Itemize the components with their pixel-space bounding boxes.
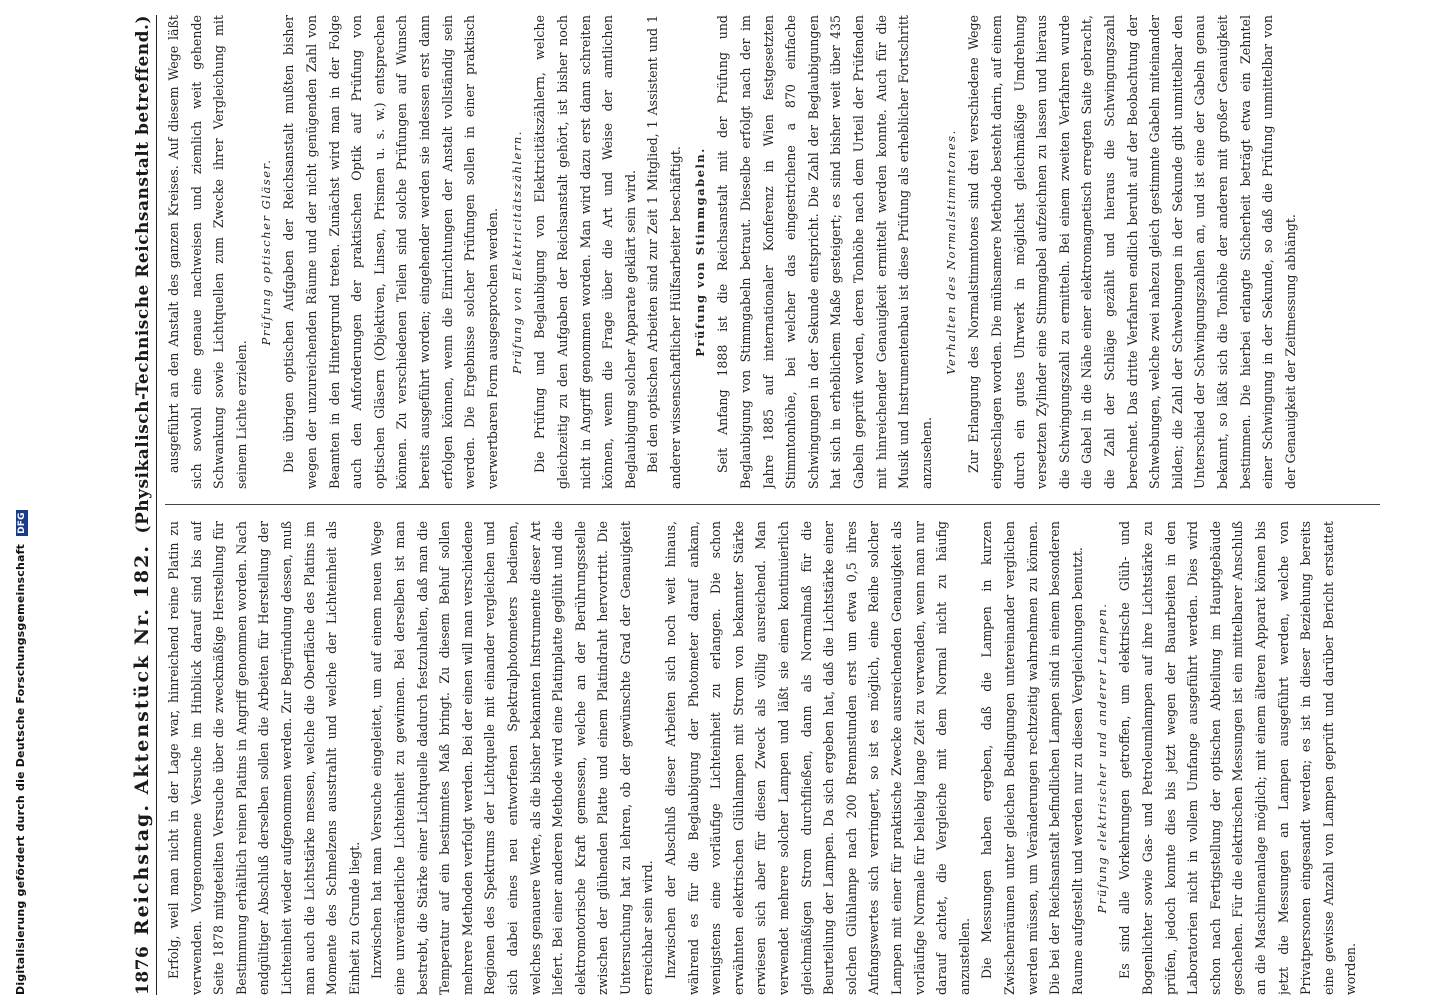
page-number: 1876 <box>133 945 153 995</box>
text-columns <box>163 15 1388 995</box>
section-heading: Prüfung elektrischer und anderer Lampen. <box>1095 602 1110 914</box>
credit-text: Digitalisierung gefördert durch die Deutsche Forschungsgemeinschaft <box>14 543 27 995</box>
paragraph: Erfolg, weil man nicht in der Lage war, hinreichend reine Platin zu verwenden. Vorgenommene Versuche im Hinblick darauf sind bis auf Seite 1878 mitgeteilten Versuche über die zweckmäßige Herstellung für Bestimmung erhältlich reinen Platins in Angriff genommen worden. Nach endgültiger Abschluß derselben sollen die Arbeiten für Herstellung der Lichteinheit wieder aufgenommen werden. Zur Begründung dessen, muß man auch die Lichtstärke messen, welche die Oberfläche des Platins im Momente des Schmelzens ausstrahlt und welche der Lichteinheit als Einheit zu Grunde liegt. <box>166 521 362 995</box>
paragraph: Die Prüfung und Beglaubigung von Elektricitätszählern, welche gleichzeitig zu den Aufgaben der Reichsanstalt gehört, ist bisher noch nicht in Angriff genommen worden. Man wird dazu erst dann schreiten können, wenn die Frage über die Art und Weise der amtlichen Beglaubigung solcher Apparate geklärt sein wird. <box>532 15 638 489</box>
digitization-credit <box>2 40 27 995</box>
paragraph: Die übrigen optischen Aufgaben der Reichsanstalt mußten bisher wegen der unzureichenden Räume und der nicht genügenden Zahl von Beamten in den Hintergrund treten. Zunächst wird man in der Folge auch den Anforderungen der praktischen Optik auf Prüfung von optischen Gläsern (Objektiven, Linsen, Prismen u. s. w.) entsprechen können. Zu verschiedenen Teilen sind solche Prüfungen auf Wunsch bereits ausgeführt worden; eingehender werden sie indessen erst dann erfolgen können, wenn die Einrichtungen der Anstalt vollständig sein werden. Die Ergebnisse solcher Prüfungen sollen in einer praktisch verwertbaren Form ausgesprochen werden. <box>281 15 500 489</box>
section-title: (Physikalisch-Technische Reichsanstalt betreffend.) <box>133 15 153 534</box>
section-heading: Prüfung von Stimmgabeln. <box>693 147 708 357</box>
page-header <box>123 15 157 995</box>
paragraph: Seit Anfang 1888 ist die Reichsanstalt mit der Prüfung und Beglaubigung von Stimmgabeln betraut. Dieselbe erfolgt nach der im Jahre 1885 auf internationaler Konferenz in Wien festgesetzten Stimmtonhöhe, bei welcher das eingestrichene a 870 einfache Schwingungen in der Sekunde entspricht. Die Zahl der Beglaubigungen hat sich in erheblichem Maße gesteigert; es sind bisher weit über 435 Gabeln geprüft worden, deren Tonhöhe nach dem Urteil der Prüfenden mit hinreichender Genauigkeit ermittelt werden konnte. Auch für die Musik und Instrumentenbau ist diese Prüfung als erheblicher Fortschritt anzusehen. <box>715 15 934 489</box>
section-heading: Prüfung von Elektricitätszählern. <box>510 130 525 374</box>
paragraph: Es sind alle Vorkehrungen getroffen, um elektrische Glüh- und Bogenlichter sowie Gas- und Petroleumlampen auf ihre Lichtstärke zu prüfen, jedoch konnte dies bis jetzt wegen der Bauarbeiten in den Laboratorien nicht in vollem Umfange ausgeführt werden. Dies wird schon nach Fertigstellung der optischen Abteilung im Hauptgebäude geschehen. Für die elektrischen Messungen ist ein mittelbarer Anschluß an die Maschinenanlage möglich; mit einem älteren Apparat können bis jetzt die Messungen an Lampen ausgeführt werden, welche von Privatpersonen eingesandt werden; es ist in dieser Beziehung bereits eine gewisse Anzahl von Lampen geprüft und darüber Bericht erstattet worden. <box>1117 521 1359 995</box>
paragraph: Inzwischen der Abschluß dieser Arbeiten sich noch weit hinaus, während es für die Beglaubigung der Photometer darauf ankam, wenigstens eine vorläufige Lichteinheit zu erlangen. Die schon erwähnten elektrischen Glühlampen mit Strom von bekannter Stärke erwiesen sich aber für diesen Zweck als völlig ausreichend. Man verwendet mehrere solcher Lampen und läßt sie einen kontinuierlich gleichmäßigen Strom durchfließen, dann als Normalmaß für die Beurteilung der Lampen. Da sich ergeben hat, daß die Lichtstärke einer solchen Glühlampe nach 200 Brennstunden erst um etwa 0,5 ihres Anfangswertes sich verringert, so ist es möglich, eine Reihe solcher Lampen mit einer für praktische Zwecke ausreichenden Genauigkeit als vorläufige Normale für beliebig lange Zeit zu verwenden, wenn man nur darauf achtet, die Vergleiche mit dem Normal nicht zu häufig anzustellen. <box>663 521 972 995</box>
section-heading: Prüfung optischer Gläser. <box>259 158 274 346</box>
dfg-logo: DFG <box>17 512 27 534</box>
left-column <box>163 521 1388 995</box>
column-divider <box>165 504 1380 505</box>
paragraph: Zur Erlangung des Normalstimmtones sind drei verschiedene Wege eingeschlagen worden. Die mühsamere Methode besteht darin, auf einem durch ein gutes Uhrwerk in möglichst gleichmäßige Umdrehung versetzten Zylinder eine Stimmgabel aufzeichnen zu lassen und hieraus die Schwingungszahl zu ermitteln. Bei einem zweiten Verfahren wurde die Gabel in die Nähe einer elektromagnetisch erregten Saite gebracht, die Zahl der Schläge gezählt und hieraus die Schwingungszahl berechnet. Das dritte Verfahren endlich beruht auf der Beobachtung der Schwebungen, welche zwei nahezu gleich gestimmte Gabeln miteinander bilden; die Zahl der Schwebungen in der Sekunde gibt unmittelbar den Unterschied der Schwingungszahlen an, und ist eine der Gabeln genau bekannt, so läßt sich die Tonhöhe der anderen mit großer Genauigkeit bestimmen. Die hierbei erlangte Sicherheit beträgt etwa ein Zehntel einer Schwingung in der Sekunde, so daß die Prüfung unmittelbar von der Genauigkeit der Zeitmessung abhängt. <box>966 15 1298 489</box>
rotated-newspaper-page <box>123 15 1393 995</box>
credit-line <box>14 40 28 995</box>
right-column <box>163 15 1388 489</box>
paragraph: Bei den optischen Arbeiten sind zur Zeit 1 Mitglied, 1 Assistent und 1 anderer wissenschaftlicher Hülfsarbeiter beschäftigt. <box>645 15 683 489</box>
paragraph: Die Messungen haben ergeben, daß die Lampen in kurzen Zwischenräumen unter gleichen Bedingungen untereinander verglichen werden müssen, um Veränderungen rechtzeitig wahrnehmen zu können. Die bei der Reichsanstalt befindlichen Lampen sind in einem besonderen Raume aufgestellt und werden nur zu diesen Vergleichungen benutzt. <box>979 521 1085 995</box>
paragraph: Inzwischen hat man Versuche eingeleitet, um auf einem neuen Wege eine unveränderliche Lichteinheit zu gewinnen. Bei derselben ist man bestrebt, die Stärke einer Lichtquelle dadurch festzuhalten, daß man die Temperatur auf ein bestimmtes Maß bringt. Zu diesem Behuf sollen mehrere Methoden verfolgt werden. Bei der einen will man verschiedene Regionen des Spektrums der Lichtquelle mit einander vergleichen und sich dabei eines neu entworfenen Spektralphotometers bedienen, welches genauere Werte, als die bisher bekannten Instrumente dieser Art liefert. Bei einer anderen Methode wird eine Platinplatte geglüht und die elektromotorische Kraft gemessen, welche an der Berührungsstelle zwischen der glühenden Platte und einem Platindraht hervortritt. Die Untersuchung hat zu lehren, ob der gewünschte Grad der Genauigkeit erreichbar sein wird. <box>369 521 656 995</box>
paragraph: ausgeführt an den Anstalt des ganzen Kreises. Auf diesem Wege läßt sich sowohl eine genaue nachweisen und ziemlich weit gehende Schwankung sowie Lichtquellen zum Zwecke ihrer Vergleichung mit seinem Lichte erzielen. <box>166 15 249 489</box>
journal-title: Reichstag. Aktenstück Nr. 182. <box>131 544 153 936</box>
section-heading: Verhalten des Normalstimmtones. <box>944 129 959 375</box>
